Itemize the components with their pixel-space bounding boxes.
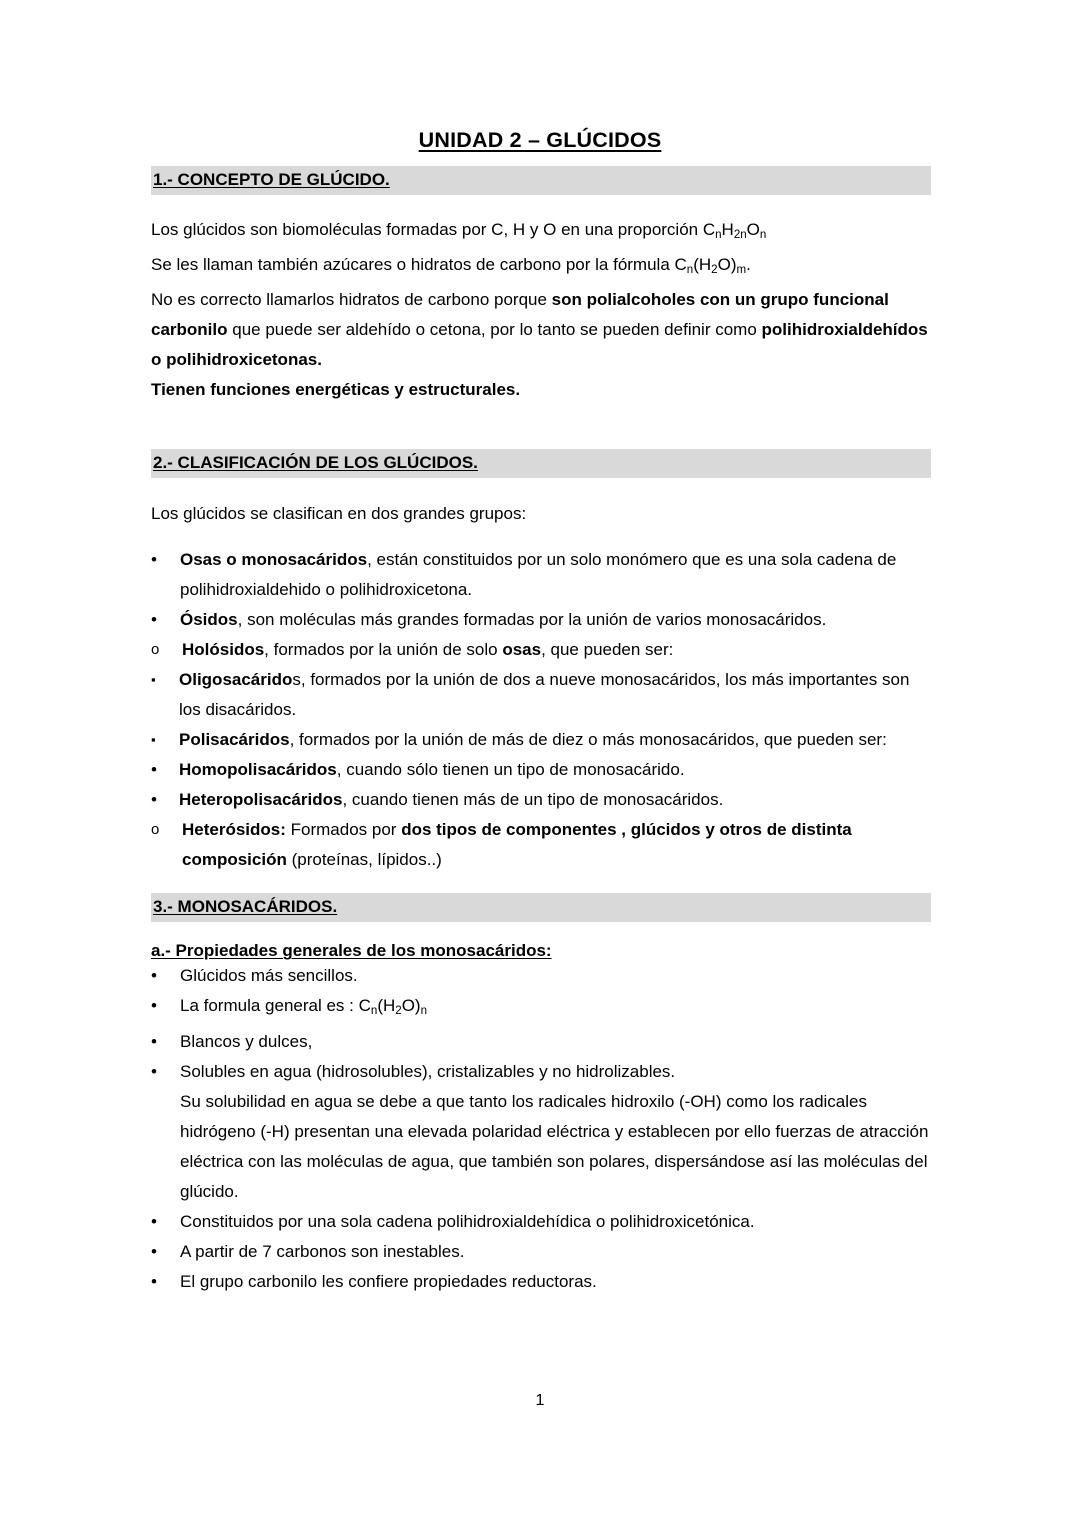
list-item [151,785,931,815]
list-item [151,725,931,755]
classification-list-level-2-holosidos [151,635,931,665]
spacer [151,922,931,941]
subscript: n [686,264,694,277]
subscript: 2 [395,1005,402,1018]
subscript: m [736,264,747,277]
formula-line-2: Se les llaman también azúcares o hidratos de carbono por la fórmula $C_n(H_2O)_m$. [151,255,751,277]
section-heading-3-label: 3.- MONOSACÁRIDOS. [153,897,338,917]
bullet-circle-icon: o [151,641,160,659]
list-item [151,1267,931,1297]
bold-phrase: polihidroxialdehídos o polihidroxicetonas. [151,320,928,370]
bullet-disc-icon: • [151,1271,157,1291]
spacer [151,405,931,449]
section-heading-2-label: 2.- CLASIFICACIÓN DE LOS GLÚCIDOS. [153,453,478,473]
spacer [151,128,931,166]
list-item [151,545,931,605]
section-heading-2 [151,449,931,478]
subscript: n [715,229,722,242]
section-heading-3 [151,893,931,922]
list-item [151,755,931,785]
section-heading-1 [151,166,931,195]
subscript: 2 [711,264,718,277]
section-heading-1-label: 1.- CONCEPTO DE GLÚCIDO. [153,170,390,189]
bullet-disc-icon: • [151,790,157,810]
classification-list-level-3 [151,665,931,755]
bold-term: Polisacáridos [179,730,290,750]
bullet-disc-icon: • [151,610,157,630]
list-item-text: Constituidos por una sola cadena polihidroxialdehídica o polihidroxicetónica. [180,1211,755,1231]
list-item [151,605,931,635]
list-item-text: Solubles en agua (hidrosolubles), cristalizables y no hidrolizables. [180,1061,676,1081]
monosacaridos-properties-list [151,961,931,1296]
bold-term: Oligosacárido [179,670,293,690]
bullet-circle-icon: o [151,821,160,839]
list-item-continuation-text: Su solubilidad en agua se debe a que tanto los radicales hidroxilo (-OH) como los radicales hidrógeno (-H) presentan una elevada polaridad eléctrica y establecen por ello fuerzas de atracción eléctrica con las moléculas de agua, que también son polares, dispersándose así las moléculas del glúcido. [180,1091,929,1201]
bullet-disc-icon: • [151,1241,157,1261]
section2-intro: Los glúcidos se clasifican en dos grandes grupos: [151,504,527,524]
list-item-text: Heterósidos: Formados por dos tipos de componentes , glúcidos y otros de distinta composición (proteínas, lípidos..) [182,820,852,870]
bullet-disc-icon: • [151,550,157,570]
bullet-disc-icon: • [151,1061,157,1081]
list-item-text: Homopolisacáridos, cuando sólo tienen un tipo de monosacárido. [179,760,685,780]
subscript: n [420,1005,427,1018]
spacer [151,195,931,215]
page-title: UNIDAD 2 – GLÚCIDOS [418,128,662,152]
list-item-text: Oligosacáridos, formados por la unión de dos a nueve monosacáridos, los más importantes son los disacáridos. [179,670,910,720]
subsection-heading-a: a.- Propiedades generales de los monosacáridos: [151,941,552,961]
bullet-disc-icon: • [151,760,157,780]
bold-term: Heteropolisacáridos [179,790,343,810]
bullet-disc-icon: • [151,966,157,986]
bold-term: Heterósidos: [182,820,286,840]
bullet-disc-icon: • [151,1211,157,1231]
bold-term: Holósidos [182,640,265,660]
section1-paragraph [151,215,931,405]
bold-term: dos tipos de componentes , glúcidos y otros de distinta composición [182,820,852,870]
subscript: n [759,229,767,242]
bold-term: Osas o monosacáridos [180,550,368,570]
bullet-disc-icon: • [151,996,157,1016]
bold-phrase: son polialcoholes con un grupo funcional carbonilo [151,290,889,340]
list-item [151,1027,931,1057]
list-item-text: Ósidos, son moléculas más grandes formadas por la unión de varios monosacáridos. [180,610,827,630]
classification-list-level-1 [151,545,931,635]
subscript: n [370,1005,378,1018]
classification-list-level-2-heterosidos [151,815,931,875]
list-item-text: El grupo carbonilo les confiere propiedades reductoras. [180,1271,597,1291]
list-item [151,1207,931,1237]
bold-term: Homopolisacáridos [179,760,337,780]
bold-term: osas [502,640,542,660]
classification-list-level-4 [151,755,931,815]
formula-line-1: Los glúcidos son biomoléculas formadas por C, H y O en una proporción $C_nH_{2n}O_n$ [151,220,767,242]
list-item [151,635,931,665]
bold-term: Ósidos [180,610,238,630]
bullet-disc-icon: • [151,1031,157,1051]
list-item-text: Blancos y dulces, [180,1031,313,1051]
list-item-text: Holósidos, formados por la unión de solo osas, que pueden ser: [182,640,674,660]
list-item [151,1237,931,1267]
list-item-text: Polisacáridos, formados por la unión de más de diez o más monosacáridos, que pueden ser: [179,730,887,750]
bullet-square-icon: ▪ [151,672,156,688]
definition-sentence: No es correcto llamarlos hidratos de carbono porque son polialcoholes con un grupo funcional carbonilo que puede ser aldehído o cetona, por lo tanto se pueden definir como polihidroxialdehídos o polihidroxicetonas. [151,290,928,370]
list-item-text: Osas o monosacáridos, están constituidos por un solo monómero que es una sola cadena de polihidroxialdehido o polihidroxicetona. [180,550,897,600]
spacer [151,529,931,545]
list-item-text: Glúcidos más sencillos. [180,966,358,986]
list-item-text: La formula general es : $C_n(H_2O)_n$ [180,996,427,1018]
list-item [151,815,931,875]
spacer [151,875,931,893]
list-item-text: Heteropolisacáridos, cuando tienen más de un tipo de monosacáridos. [179,790,724,810]
subscript: 2n [733,229,747,242]
spacer [151,478,931,499]
list-item [151,961,931,991]
functions-sentence: Tienen funciones energéticas y estructurales. [151,380,521,400]
list-item [151,665,931,725]
bullet-square-icon: ▪ [151,732,156,748]
list-item [151,991,931,1026]
page-number: 1 [535,1392,545,1409]
list-item-text: A partir de 7 carbonos son inestables. [180,1241,465,1261]
list-item [151,1057,931,1207]
